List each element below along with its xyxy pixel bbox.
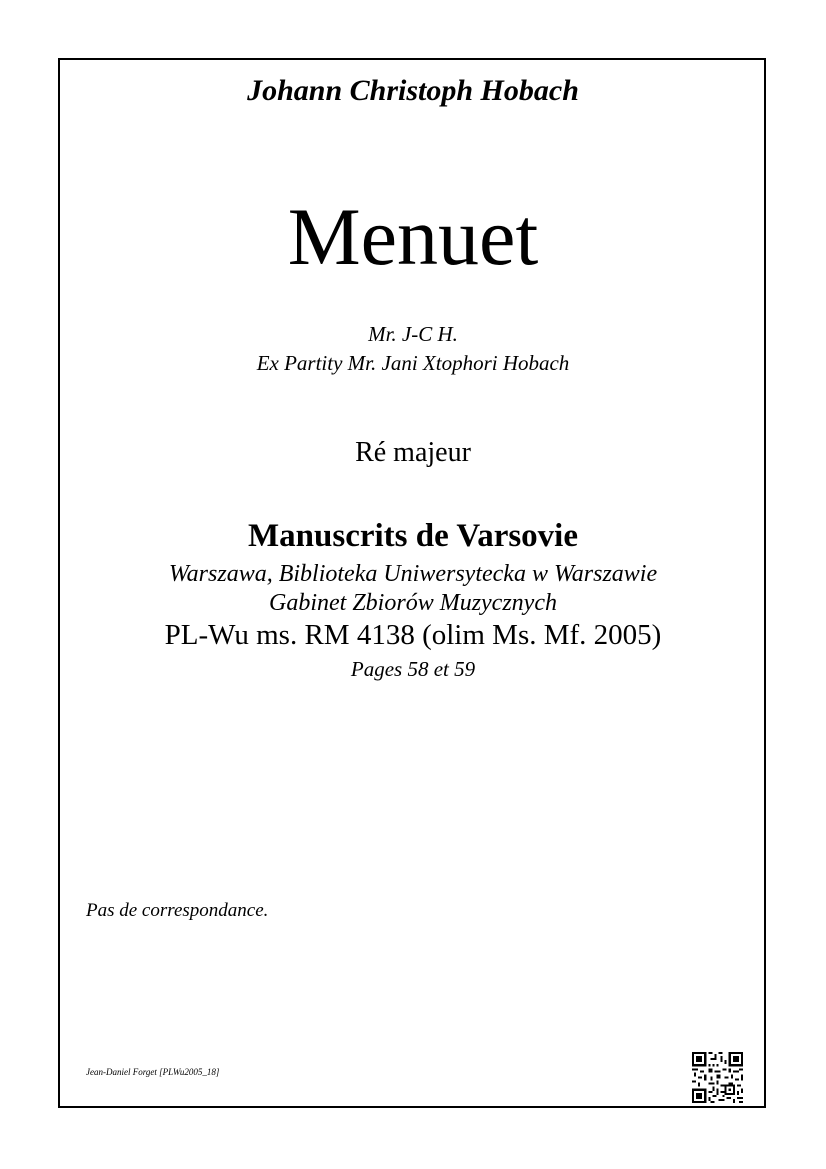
library-line-1: Warszawa, Biblioteka Uniwersytecka w Warszawie: [168, 561, 658, 587]
attribution-line-2: Ex Partity Mr. Jani Xtophori Hobach: [256, 351, 570, 375]
qr-code-icon: [692, 1052, 743, 1103]
library-line-2: Gabinet Zbiorów Muzycznych: [269, 590, 557, 616]
composer-name: Johann Christoph Hobach: [247, 74, 579, 107]
footer-credit: Jean-Daniel Forget [PLWu2005_18]: [86, 1067, 220, 1077]
collection-title: Manuscrits de Varsovie: [248, 518, 578, 554]
attribution-line-1: Mr. J-C H.: [368, 322, 458, 346]
piece-title: Menuet: [287, 191, 539, 282]
correspondence-note: Pas de correspondance.: [86, 900, 269, 921]
key-signature: Ré majeur: [355, 437, 471, 468]
shelfmark: PL-Wu ms. RM 4138 (olim Ms. Mf. 2005): [164, 619, 662, 651]
page-reference: Pages 58 et 59: [350, 657, 476, 681]
